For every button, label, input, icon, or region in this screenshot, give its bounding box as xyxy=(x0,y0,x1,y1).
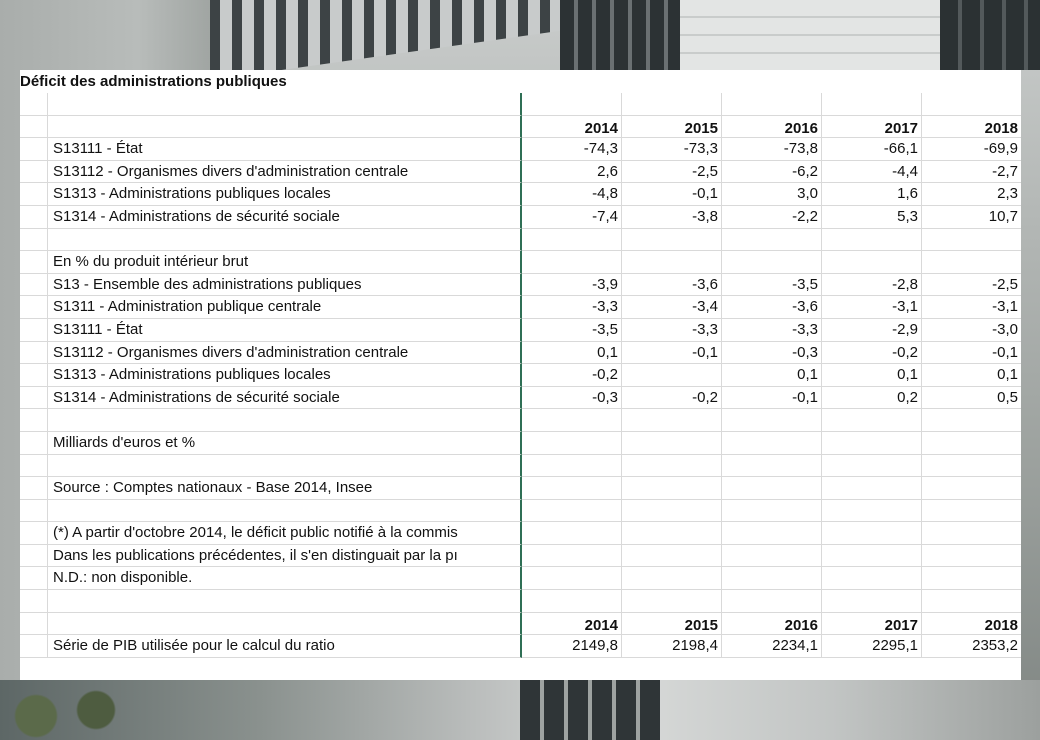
cell[interactable] xyxy=(20,635,48,658)
source-note[interactable]: Source : Comptes nationaux - Base 2014, Insee xyxy=(48,477,522,500)
value-cell[interactable]: 0,1 xyxy=(822,364,922,387)
cell[interactable] xyxy=(722,522,822,545)
note-row xyxy=(20,545,1021,568)
table-row xyxy=(20,387,1021,410)
cell[interactable] xyxy=(622,567,722,590)
value-cell[interactable]: -3,4 xyxy=(622,296,722,319)
cell[interactable] xyxy=(20,500,48,523)
value-cell[interactable]: -0,1 xyxy=(922,342,1021,365)
row-label[interactable]: S13112 - Organismes divers d'administration centrale xyxy=(48,342,522,365)
cell[interactable] xyxy=(20,409,48,432)
year-header-cell[interactable]: 2017 xyxy=(822,613,922,636)
value-cell[interactable]: -0,2 xyxy=(822,342,922,365)
cell[interactable] xyxy=(822,455,922,478)
cell[interactable] xyxy=(20,545,48,568)
grid-row-blank xyxy=(20,229,1021,252)
cell[interactable] xyxy=(822,545,922,568)
footnote[interactable]: N.D.: non disponible. xyxy=(48,567,522,590)
cell[interactable] xyxy=(20,432,48,455)
row-label[interactable]: S1314 - Administrations de sécurité sociale xyxy=(48,206,522,229)
cell[interactable] xyxy=(20,183,48,206)
footnote[interactable]: Dans les publications précédentes, il s'en distinguait par la pı xyxy=(48,545,522,568)
table-row xyxy=(20,161,1021,184)
value-cell[interactable]: -69,9 xyxy=(922,138,1021,161)
row-label[interactable]: S1311 - Administration publique centrale xyxy=(48,296,522,319)
value-cell[interactable]: 10,7 xyxy=(922,206,1021,229)
row-label[interactable]: S1314 - Administrations de sécurité sociale xyxy=(48,387,522,410)
cell[interactable] xyxy=(20,93,48,116)
cell[interactable] xyxy=(20,116,48,139)
value-cell[interactable]: 2295,1 xyxy=(822,635,922,658)
value-cell[interactable]: -0,1 xyxy=(622,183,722,206)
value-cell[interactable]: 2,6 xyxy=(522,161,622,184)
cell[interactable] xyxy=(48,613,522,636)
pib-year-header-row xyxy=(20,613,1021,636)
cell[interactable] xyxy=(922,522,1021,545)
year-header-cell[interactable]: 2014 xyxy=(522,613,622,636)
cell[interactable] xyxy=(722,545,822,568)
cell[interactable] xyxy=(20,161,48,184)
cell[interactable] xyxy=(822,590,922,613)
cell[interactable] xyxy=(522,590,622,613)
cell[interactable] xyxy=(48,116,522,139)
cell[interactable] xyxy=(722,590,822,613)
spreadsheet-grid xyxy=(20,93,1021,658)
cell[interactable] xyxy=(622,545,722,568)
cell[interactable] xyxy=(48,93,522,116)
sheet-title: Déficit des administrations publiques xyxy=(20,73,287,90)
cell[interactable] xyxy=(922,455,1021,478)
value-cell[interactable]: -73,8 xyxy=(722,138,822,161)
cell[interactable] xyxy=(922,500,1021,523)
table-row xyxy=(20,183,1021,206)
value-cell[interactable] xyxy=(622,364,722,387)
value-cell[interactable]: -3,6 xyxy=(722,296,822,319)
value-cell[interactable]: 2,3 xyxy=(922,183,1021,206)
cell[interactable] xyxy=(622,590,722,613)
cell[interactable] xyxy=(20,455,48,478)
cell[interactable] xyxy=(48,500,522,523)
cell[interactable] xyxy=(822,500,922,523)
grid-row-blank xyxy=(20,590,1021,613)
table-row xyxy=(20,274,1021,297)
cell[interactable] xyxy=(922,545,1021,568)
value-cell[interactable]: 0,1 xyxy=(922,364,1021,387)
table-row xyxy=(20,319,1021,342)
value-cell[interactable]: -0,3 xyxy=(522,387,622,410)
cell[interactable] xyxy=(822,251,922,274)
section-heading[interactable]: En % du produit intérieur brut xyxy=(48,251,522,274)
cell[interactable] xyxy=(20,296,48,319)
cell[interactable] xyxy=(20,613,48,636)
cell[interactable] xyxy=(522,545,622,568)
note-row xyxy=(20,477,1021,500)
value-cell[interactable]: -4,4 xyxy=(822,161,922,184)
cell[interactable] xyxy=(522,522,622,545)
value-cell[interactable]: -2,8 xyxy=(822,274,922,297)
value-cell[interactable]: -3,0 xyxy=(922,319,1021,342)
unit-note[interactable]: Milliards d'euros et % xyxy=(48,432,522,455)
cell[interactable] xyxy=(48,229,522,252)
value-cell[interactable]: -2,5 xyxy=(622,161,722,184)
cell[interactable] xyxy=(20,477,48,500)
cell[interactable] xyxy=(20,251,48,274)
cell[interactable] xyxy=(922,432,1021,455)
value-cell[interactable]: -74,3 xyxy=(522,138,622,161)
cell[interactable] xyxy=(822,477,922,500)
cell[interactable] xyxy=(922,251,1021,274)
cell[interactable] xyxy=(622,93,722,116)
value-cell[interactable]: 2234,1 xyxy=(722,635,822,658)
cell[interactable] xyxy=(722,500,822,523)
value-cell[interactable]: -3,6 xyxy=(622,274,722,297)
cell[interactable] xyxy=(722,409,822,432)
row-label[interactable]: S13112 - Organismes divers d'administration centrale xyxy=(48,161,522,184)
table-row xyxy=(20,342,1021,365)
value-cell[interactable]: 2353,2 xyxy=(922,635,1021,658)
background-right-tower xyxy=(680,0,940,70)
cell[interactable] xyxy=(822,567,922,590)
cell[interactable] xyxy=(522,229,622,252)
cell[interactable] xyxy=(20,319,48,342)
value-cell[interactable]: 0,2 xyxy=(822,387,922,410)
year-header-cell[interactable]: 2015 xyxy=(622,613,722,636)
cell[interactable] xyxy=(622,229,722,252)
value-cell[interactable]: -3,1 xyxy=(922,296,1021,319)
value-cell[interactable]: -3,8 xyxy=(622,206,722,229)
value-cell[interactable]: 5,3 xyxy=(822,206,922,229)
cell[interactable] xyxy=(622,455,722,478)
table-row xyxy=(20,296,1021,319)
table-row xyxy=(20,138,1021,161)
cell[interactable] xyxy=(922,229,1021,252)
cell[interactable] xyxy=(20,567,48,590)
cell[interactable] xyxy=(622,522,722,545)
value-cell[interactable]: -2,2 xyxy=(722,206,822,229)
value-cell[interactable]: -0,1 xyxy=(722,387,822,410)
cell[interactable] xyxy=(922,93,1021,116)
value-cell[interactable]: -3,5 xyxy=(722,274,822,297)
year-header-cell[interactable]: 2016 xyxy=(722,613,822,636)
cell[interactable] xyxy=(48,455,522,478)
cell[interactable] xyxy=(722,567,822,590)
table-row xyxy=(20,635,1021,658)
row-label[interactable]: Série de PIB utilisée pour le calcul du ratio xyxy=(48,635,522,658)
value-cell[interactable]: -3,5 xyxy=(522,319,622,342)
cell[interactable] xyxy=(922,409,1021,432)
cell[interactable] xyxy=(822,229,922,252)
value-cell[interactable]: -3,1 xyxy=(822,296,922,319)
section-heading-row xyxy=(20,251,1021,274)
grid-row-blank xyxy=(20,93,1021,116)
cell[interactable] xyxy=(20,387,48,410)
value-cell[interactable]: -0,2 xyxy=(522,364,622,387)
value-cell[interactable]: -4,8 xyxy=(522,183,622,206)
year-header-cell[interactable]: 2018 xyxy=(922,116,1021,139)
value-cell[interactable]: -3,9 xyxy=(522,274,622,297)
year-header-cell[interactable]: 2018 xyxy=(922,613,1021,636)
cell[interactable] xyxy=(922,590,1021,613)
year-header-row xyxy=(20,116,1021,139)
grid-row-blank xyxy=(20,409,1021,432)
cell[interactable] xyxy=(822,409,922,432)
cell[interactable] xyxy=(20,274,48,297)
year-header-cell[interactable]: 2015 xyxy=(622,116,722,139)
cell[interactable] xyxy=(48,409,522,432)
row-label[interactable]: S1313 - Administrations publiques locales xyxy=(48,183,522,206)
cell[interactable] xyxy=(622,409,722,432)
cell[interactable] xyxy=(622,432,722,455)
value-cell[interactable]: 1,6 xyxy=(822,183,922,206)
cell[interactable] xyxy=(48,590,522,613)
cell[interactable] xyxy=(522,93,622,116)
row-label[interactable]: S13111 - État xyxy=(48,319,522,342)
cell[interactable] xyxy=(522,477,622,500)
note-row xyxy=(20,522,1021,545)
value-cell[interactable]: -3,3 xyxy=(522,296,622,319)
cell[interactable] xyxy=(20,138,48,161)
table-row xyxy=(20,206,1021,229)
cell[interactable] xyxy=(722,432,822,455)
cell[interactable] xyxy=(722,251,822,274)
background-trees xyxy=(0,680,120,740)
row-label[interactable]: S13 - Ensemble des administrations publiques xyxy=(48,274,522,297)
value-cell[interactable]: -0,2 xyxy=(622,387,722,410)
cell[interactable] xyxy=(722,229,822,252)
background-windows xyxy=(560,0,680,70)
value-cell[interactable]: 2149,8 xyxy=(522,635,622,658)
table-row xyxy=(20,364,1021,387)
year-header-cell[interactable]: 2016 xyxy=(722,116,822,139)
value-cell[interactable]: -2,7 xyxy=(922,161,1021,184)
value-cell[interactable]: 2198,4 xyxy=(622,635,722,658)
value-cell[interactable]: 3,0 xyxy=(722,183,822,206)
spreadsheet xyxy=(20,70,1021,680)
cell[interactable] xyxy=(722,477,822,500)
note-row xyxy=(20,432,1021,455)
value-cell[interactable]: 0,1 xyxy=(722,364,822,387)
footnote[interactable]: (*) A partir d'octobre 2014, le déficit public notifié à la commis xyxy=(48,522,522,545)
cell[interactable] xyxy=(522,567,622,590)
value-cell[interactable]: -2,5 xyxy=(922,274,1021,297)
value-cell[interactable]: -3,3 xyxy=(622,319,722,342)
value-cell[interactable]: -0,1 xyxy=(622,342,722,365)
cell[interactable] xyxy=(922,567,1021,590)
grid-row-blank xyxy=(20,500,1021,523)
cell[interactable] xyxy=(20,590,48,613)
cell[interactable] xyxy=(20,364,48,387)
cell[interactable] xyxy=(20,342,48,365)
value-cell[interactable]: 0,1 xyxy=(522,342,622,365)
note-row xyxy=(20,567,1021,590)
cell[interactable] xyxy=(622,477,722,500)
cell[interactable] xyxy=(722,455,822,478)
year-header-cell[interactable]: 2014 xyxy=(522,116,622,139)
cell[interactable] xyxy=(522,409,622,432)
cell[interactable] xyxy=(822,93,922,116)
value-cell[interactable]: 0,5 xyxy=(922,387,1021,410)
background-bottom-windows xyxy=(520,680,660,740)
cell[interactable] xyxy=(922,477,1021,500)
value-cell[interactable]: -3,3 xyxy=(722,319,822,342)
cell[interactable] xyxy=(622,500,722,523)
value-cell[interactable]: -73,3 xyxy=(622,138,722,161)
background-right-dark xyxy=(940,0,1040,70)
row-label[interactable]: S1313 - Administrations publiques locales xyxy=(48,364,522,387)
row-label[interactable]: S13111 - État xyxy=(48,138,522,161)
cell[interactable] xyxy=(822,432,922,455)
cell[interactable] xyxy=(822,522,922,545)
value-cell[interactable]: -0,3 xyxy=(722,342,822,365)
cell[interactable] xyxy=(522,455,622,478)
cell[interactable] xyxy=(20,522,48,545)
cell[interactable] xyxy=(20,229,48,252)
value-cell[interactable]: -7,4 xyxy=(522,206,622,229)
value-cell[interactable]: -66,1 xyxy=(822,138,922,161)
year-header-cell[interactable]: 2017 xyxy=(822,116,922,139)
grid-row-blank xyxy=(20,455,1021,478)
cell[interactable] xyxy=(722,93,822,116)
value-cell[interactable]: -2,9 xyxy=(822,319,922,342)
cell[interactable] xyxy=(20,206,48,229)
cell[interactable] xyxy=(522,500,622,523)
value-cell[interactable]: -6,2 xyxy=(722,161,822,184)
cell[interactable] xyxy=(522,432,622,455)
cell[interactable] xyxy=(522,251,622,274)
cell[interactable] xyxy=(622,251,722,274)
